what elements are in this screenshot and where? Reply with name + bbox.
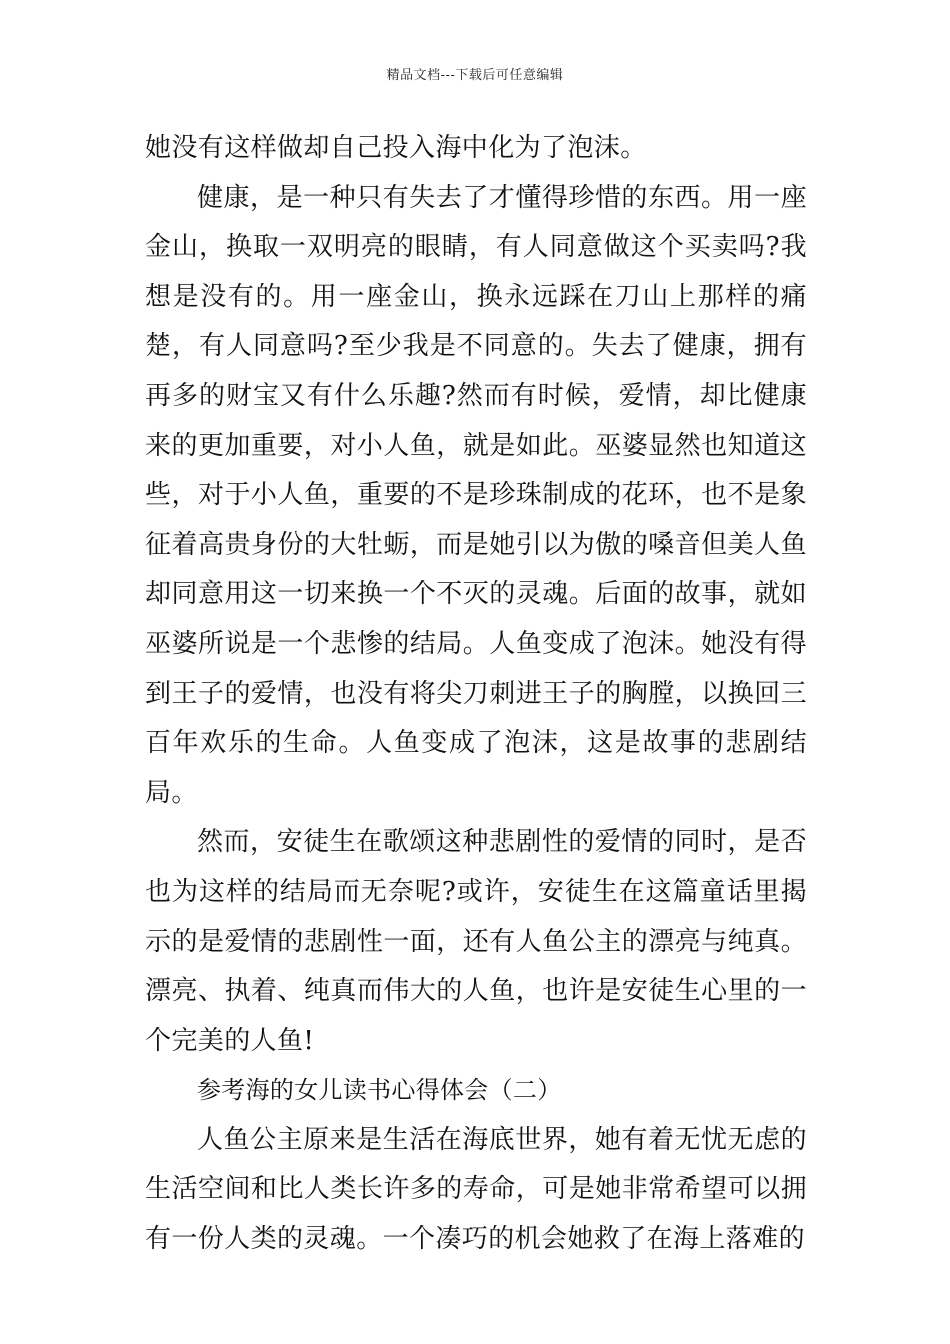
paragraph-health: 健康，是一种只有失去了才懂得珍惜的东西。用一座金山，换取一双明亮的眼睛，有人同意做这个买卖吗?我想是没有的。用一座金山，换永远踩在刀山上那样的痛楚，有人同意吗?至少我是不同意的。失去了健康，拥有再多的财宝又有什么乐趣?然而有时候，爱情，却比健康来的更加重要，对小人鱼，就是如此。巫婆显然也知道这些，对于小人鱼，重要的不是珍珠制成的花环，也不是象征着高贵身份的大牡蛎，而是她引以为傲的嗓音但美人鱼却同意用这一切来换一个不灭的灵魂。后面的故事，就如巫婆所说是一个悲惨的结局。人鱼变成了泡沫。她没有得到王子的爱情，也没有将尖刀刺进王子的胸膛，以换回三百年欢乐的生命。人鱼变成了泡沫，这是故事的悲剧结局。: [145, 182, 807, 808]
paragraph-continuation: 她没有这样做却自己投入海中化为了泡沫。: [145, 133, 647, 163]
document-body: [145, 124, 807, 1265]
page-header: 精品文档---下载后可任意编辑: [386, 68, 564, 83]
section-heading: 参考海的女儿读书心得体会（二）: [197, 1076, 562, 1105]
paragraph-mermaid-intro: 人鱼公主原来是生活在海底世界，她有着无忧无虑的生活空间和比人类长许多的寿命，可是她非常希望可以拥有一份人类的灵魂。一个凑巧的机会她救了在海上落难的: [145, 1124, 807, 1255]
paragraph-andersen: 然而，安徒生在歌颂这种悲剧性的爱情的同时，是否也为这样的结局而无奈呢?或许，安徒生在这篇童话里揭示的是爱情的悲剧性一面，还有人鱼公主的漂亮与纯真。漂亮、执着、纯真而伟大的人鱼，也许是安徒生心里的一个完美的人鱼!: [145, 827, 807, 1056]
